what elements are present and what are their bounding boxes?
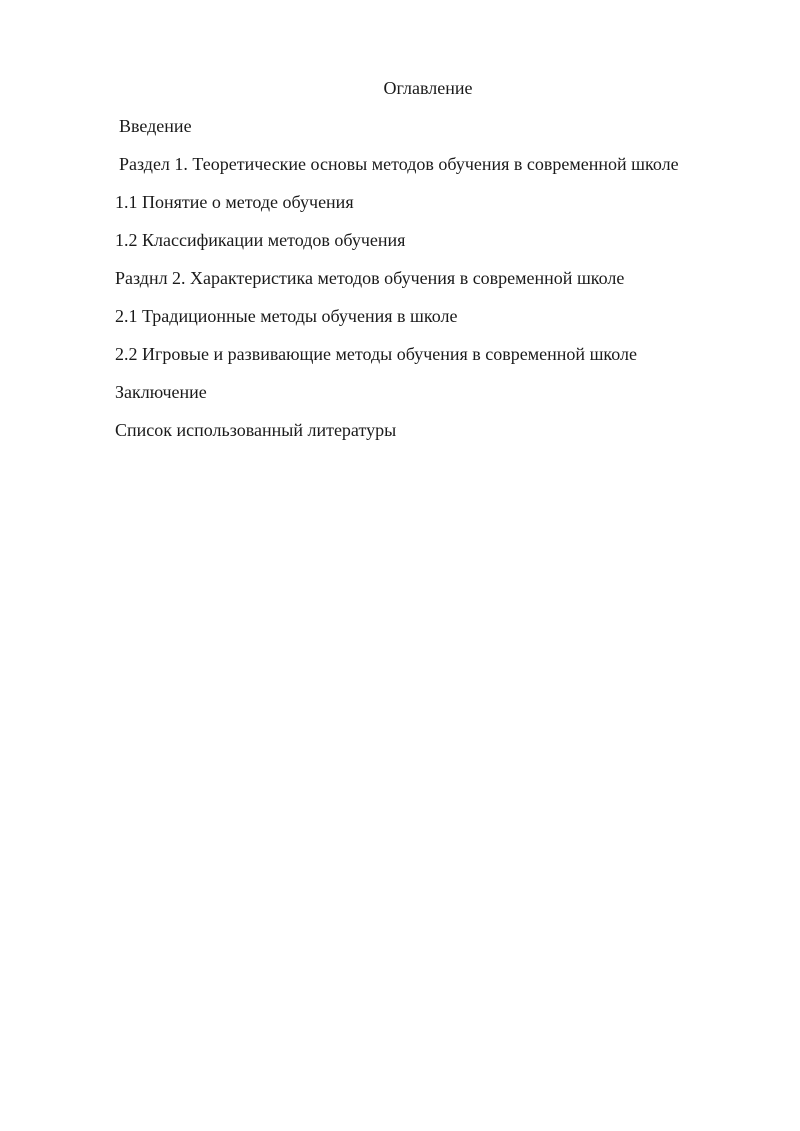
toc-list <box>115 115 755 457</box>
toc-title: Оглавление <box>383 78 473 98</box>
toc-entry-1-1: 1.1 Понятие о методе обучения <box>115 192 354 212</box>
toc-entry-section-1: Раздел 1. Теоретические основы методов обучения в современной школе <box>119 154 679 174</box>
toc-entry-2-2: 2.2 Игровые и развивающие методы обучения в современной школе <box>115 344 637 364</box>
toc-entry-section-2: Разднл 2. Характеристика методов обучения в современной школе <box>115 268 625 288</box>
toc-entry-1-2: 1.2 Классификации методов обучения <box>115 230 406 250</box>
toc-entry-conclusion: Заключение <box>115 382 207 402</box>
toc-entry-2-1: 2.1 Традиционные методы обучения в школе <box>115 306 458 326</box>
toc-entry-introduction: Введение <box>119 116 192 136</box>
toc-entry-bibliography: Список использованный литературы <box>115 420 397 440</box>
